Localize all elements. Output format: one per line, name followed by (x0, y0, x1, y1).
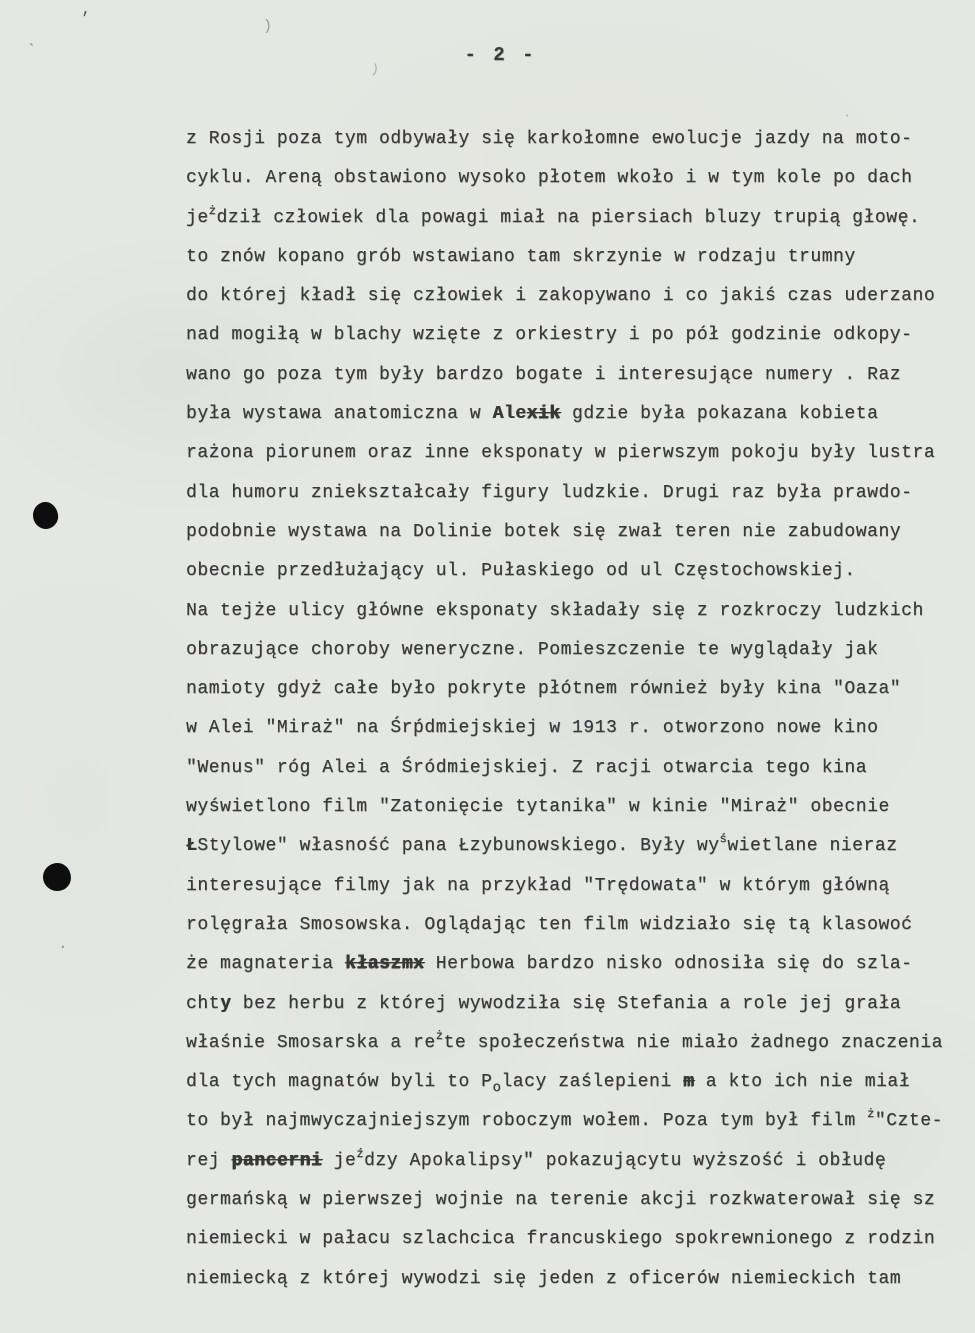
text-line (186, 1063, 961, 1102)
text-segment: obrazujące choroby weneryczne. Pomieszczenie te wyglądały jak (186, 639, 879, 660)
stray-ink-mark: ) (369, 61, 381, 78)
text-line (186, 1024, 961, 1063)
text-segment-sup: ś (719, 832, 728, 847)
text-line (186, 985, 961, 1024)
hole-punch-mark (31, 500, 60, 530)
stray-ink-mark: · (58, 938, 68, 956)
text-segment-b: Ł (186, 836, 198, 857)
text-segment-sup: ż (208, 203, 217, 218)
text-line (186, 1102, 961, 1141)
text-segment: je (186, 207, 209, 228)
text-segment: wano go poza tym były bardzo bogate i interesujące numery . Raz (186, 364, 902, 385)
text-segment: niemiecką z której wywodzi się jeden z oficerów niemieckich tam (186, 1268, 902, 1289)
text-segment-x: kłaszmx (344, 954, 425, 975)
text-line (186, 670, 961, 709)
text-segment: że magnateria (186, 954, 345, 975)
text-line (186, 1181, 961, 1220)
stray-ink-mark: ' (75, 8, 91, 31)
text-segment: germańską w pierwszej wojnie na terenie akcji rozkwaterował się sz (186, 1190, 936, 1211)
text-segment: Stylowe" własność pana Łzybunowskiego. Były wy (197, 836, 720, 857)
text-segment: w Alei "Miraż" na Śrṕdmiejskiej w 1913 r. otworzono nowe kino (186, 718, 879, 739)
text-segment: gdzie była pokazana kobieta (560, 404, 879, 425)
text-segment: cyklu. Areną obstawiono wysoko płotem wkoło i w tym kole po dach (186, 168, 913, 189)
text-segment: namioty gdyż całe było pokryte płótnem również były kina "Oaza" (186, 679, 902, 700)
text-segment: rej (186, 1150, 232, 1171)
text-segment: cht (186, 993, 221, 1014)
text-segment: Herbowa bardzo nisko odnosiła się do szla- (424, 954, 913, 975)
text-segment: Na tejże ulicy główne eksponaty składały się z rozkroczy ludzkich (186, 600, 924, 621)
text-line (186, 199, 961, 238)
typewritten-text-block (186, 120, 961, 1299)
text-segment: dził człowiek dla powagi miał na piersiach bluzy trupią głowę. (216, 207, 921, 228)
text-segment: właśnie Smosarska a re (186, 1032, 436, 1053)
text-segment: dla tych magnatów byli to P (186, 1072, 493, 1093)
text-segment: podobnie wystawa na Dolinie botek się zwał teren nie zabudowany (186, 521, 902, 542)
text-line (186, 906, 961, 945)
text-line (186, 1142, 961, 1181)
text-segment: wyświetlono film "Zatonięcie tytanika" w kinie "Miraż" obecnie (186, 797, 890, 818)
text-segment: lacy zaślepieni (501, 1072, 684, 1093)
text-segment: obecnie przedłużający ul. Pułaskiego od ul Częstochowskiej. (186, 561, 856, 582)
text-line (186, 1220, 961, 1259)
text-segment-x: pancerni (231, 1150, 323, 1171)
text-line (186, 434, 961, 473)
text-line (186, 238, 961, 277)
text-segment: to znów kopano grób wstawiano tam skrzynie w rodzaju trumny (186, 246, 856, 267)
text-line (186, 552, 961, 591)
text-line (186, 316, 961, 355)
stray-ink-mark: ` (27, 42, 37, 59)
text-segment: je (322, 1150, 357, 1171)
text-line (186, 356, 961, 395)
text-line (186, 395, 961, 434)
text-segment-x: xik (526, 404, 561, 425)
text-line (186, 277, 961, 316)
text-segment: te społeczeństwa nie miało żadnego znaczenia (443, 1032, 943, 1053)
text-segment: niemiecki w pałacu szlachcica francuskiego spokrewnionego z rodzin (186, 1229, 936, 1250)
text-segment: nad mogiłą w blachy wzięte z orkiestry i po pół godzinie odkopy- (186, 325, 913, 346)
text-segment: była wystawa anatomiczna w (186, 404, 493, 425)
text-line (186, 120, 961, 159)
text-line (186, 474, 961, 513)
stray-ink-mark: · (843, 108, 851, 123)
text-segment-sup: ź (356, 1146, 365, 1161)
hole-punch-mark (42, 862, 73, 893)
text-segment: to był najmwyczajniejszym roboczym wołem. Poza tym był film (186, 1111, 868, 1132)
text-segment: "Wenus" róg Alei a Śródmiejskiej. Z racji otwarcia tego kina (186, 757, 868, 778)
text-line (186, 592, 961, 631)
text-line (186, 1260, 961, 1299)
text-segment: do której kładł się człowiek i zakopywano i co jakiś czas uderzano (186, 286, 936, 307)
text-segment: rażona piorunem oraz inne eksponaty w pierwszym pokoju były lustra (186, 443, 936, 464)
text-line (186, 827, 961, 866)
text-line (186, 631, 961, 670)
text-segment-x: m (683, 1072, 695, 1093)
text-segment: "Czte- (874, 1111, 943, 1132)
text-line (186, 159, 961, 198)
text-line (186, 788, 961, 827)
text-segment: dzy Apokalipsy" pokazującytu wyższość i obłudę (364, 1150, 887, 1171)
text-segment: dla humoru zniekształcały figury ludzkie. Drugi raz była prawdo- (186, 482, 913, 503)
text-segment-b: Ale (492, 404, 527, 425)
text-segment-sup: ż (867, 1107, 875, 1122)
text-segment: a kto ich nie miał (694, 1072, 911, 1093)
stray-ink-mark: ) (263, 18, 273, 35)
text-segment-sub: o (492, 1080, 502, 1097)
text-line (186, 867, 961, 906)
page-number: - 2 - (464, 44, 537, 66)
text-line (186, 945, 961, 984)
text-segment-b: y (220, 993, 232, 1014)
text-segment-sup: ż (435, 1028, 444, 1043)
text-line (186, 749, 961, 788)
text-segment: rolęgrała Smosowska. Oglądając ten film widziało się tą klasowoć (186, 914, 913, 935)
text-line (186, 709, 961, 748)
text-segment: z Rosji poza tym odbywały się karkołomne ewolucje jazdy na moto- (186, 129, 913, 149)
text-segment: interesujące filmy jak na przykład "Trędowata" w którym główną (186, 875, 890, 896)
text-segment: wietlane nieraz (727, 836, 898, 857)
text-segment: bez herbu z której wywodziła się Stefania a role jej grała (231, 993, 902, 1014)
text-line (186, 513, 961, 552)
